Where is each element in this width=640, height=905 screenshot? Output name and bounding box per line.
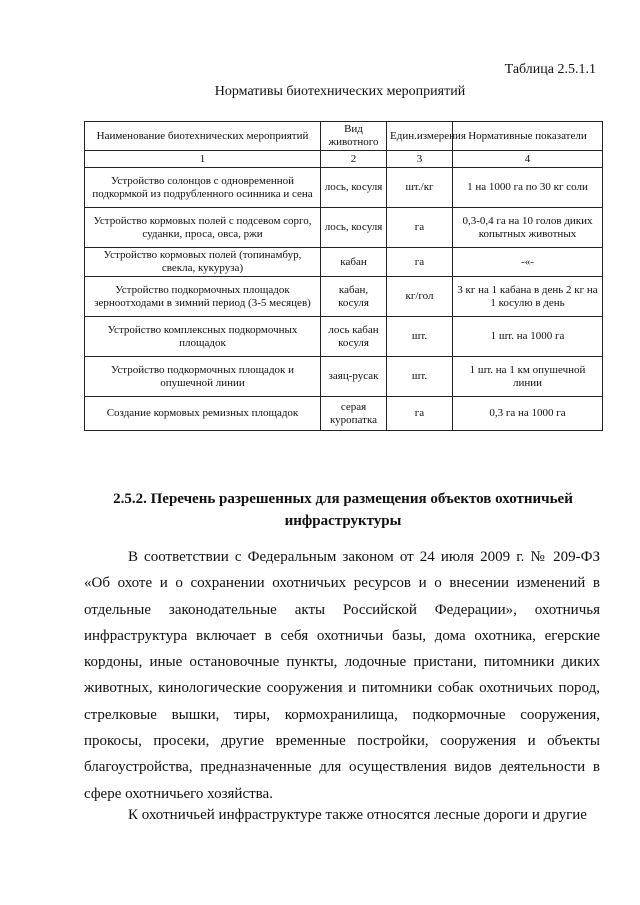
header-unit: Един.измерения bbox=[387, 122, 453, 151]
column-number: 4 bbox=[453, 151, 603, 168]
table-row bbox=[85, 397, 603, 431]
column-number: 3 bbox=[387, 151, 453, 168]
cell-norm: 1 на 1000 га по 30 кг соли bbox=[453, 168, 603, 208]
cell-name: Устройство солонцов с одновременной подкормкой из подрубленного осинника и сена bbox=[85, 168, 321, 208]
header-norm: Нормативные показатели bbox=[453, 122, 603, 151]
norms-table bbox=[84, 121, 603, 431]
table-row bbox=[85, 277, 603, 317]
cell-name: Устройство подкормочных площадок и опушечной линии bbox=[85, 357, 321, 397]
cell-unit: кг/гол bbox=[387, 277, 453, 317]
cell-norm: 0,3 га на 1000 га bbox=[453, 397, 603, 431]
cell-animal: лось, косуля bbox=[321, 168, 387, 208]
table-row bbox=[85, 248, 603, 277]
cell-unit: га bbox=[387, 208, 453, 248]
body-paragraph: К охотничьей инфраструктуре также относятся лесные дороги и другие bbox=[128, 807, 587, 823]
cell-name: Устройство комплексных подкормочных площадок bbox=[85, 317, 321, 357]
cell-animal: кабан bbox=[321, 248, 387, 277]
cell-unit: га bbox=[387, 248, 453, 277]
header-name: Наименование биотехнических мероприятий bbox=[85, 122, 321, 151]
cell-unit: га bbox=[387, 397, 453, 431]
column-number: 2 bbox=[321, 151, 387, 168]
cell-unit: шт. bbox=[387, 317, 453, 357]
cell-animal: заяц-русак bbox=[321, 357, 387, 397]
cell-unit: шт. bbox=[387, 357, 453, 397]
table-number: Таблица 2.5.1.1 bbox=[504, 62, 596, 77]
cell-norm: 0,3-0,4 га на 10 голов диких копытных животных bbox=[453, 208, 603, 248]
table-header-row bbox=[85, 122, 603, 151]
cell-name: Устройство кормовых полей (топинамбур, свекла, кукуруза) bbox=[85, 248, 321, 277]
table-caption: Нормативы биотехнических мероприятий bbox=[214, 84, 466, 99]
cell-animal: кабан, косуля bbox=[321, 277, 387, 317]
cell-norm: -«- bbox=[453, 248, 603, 277]
cell-name: Устройство кормовых полей с подсевом сорго, суданки, проса, овса, ржи bbox=[85, 208, 321, 248]
cell-norm: 1 шт. на 1 км опушечной линии bbox=[453, 357, 603, 397]
body-paragraph: В соответствии с Федеральным законом от 24 июля 2009 г. № 209-ФЗ «Об охоте и о сохранении охотничьих ресурсов и о внесении изменений в отдельные законодательные акты Российской Федерации», охотничья инфраструктура включает в себя охотничьи базы, дома охотника, егерские кордоны, иные остановочные пункты, лодочные пристани, питомники диких животных, кинологические сооружения и питомники собак охотничьих пород, стрелковые вышки, тиры, кормохранилища, подкормочные сооружения, прокосы, просеки, другие временные постройки, сооружения и объекты благоустройства, предназначенные для осуществления видов деятельности в сфере охотничьего хозяйства. bbox=[84, 549, 600, 802]
table-row bbox=[85, 168, 603, 208]
column-number: 1 bbox=[85, 151, 321, 168]
cell-norm: 1 шт. на 1000 га bbox=[453, 317, 603, 357]
table-row bbox=[85, 317, 603, 357]
cell-animal: лось кабан косуля bbox=[321, 317, 387, 357]
header-animal: Вид животного bbox=[321, 122, 387, 151]
cell-name: Создание кормовых ремизных площадок bbox=[85, 397, 321, 431]
table-column-numbers-row bbox=[85, 151, 603, 168]
cell-unit: шт./кг bbox=[387, 168, 453, 208]
table-row bbox=[85, 208, 603, 248]
cell-norm: 3 кг на 1 кабана в день 2 кг на 1 косулю в день bbox=[453, 277, 603, 317]
section-heading: 2.5.2. Перечень разрешенных для размещения объектов охотничьей инфраструктуры bbox=[113, 491, 573, 529]
cell-animal: серая куропатка bbox=[321, 397, 387, 431]
cell-name: Устройство подкормочных площадок зерноотходами в зимний период (3-5 месяцев) bbox=[85, 277, 321, 317]
cell-animal: лось, косуля bbox=[321, 208, 387, 248]
table-row bbox=[85, 357, 603, 397]
